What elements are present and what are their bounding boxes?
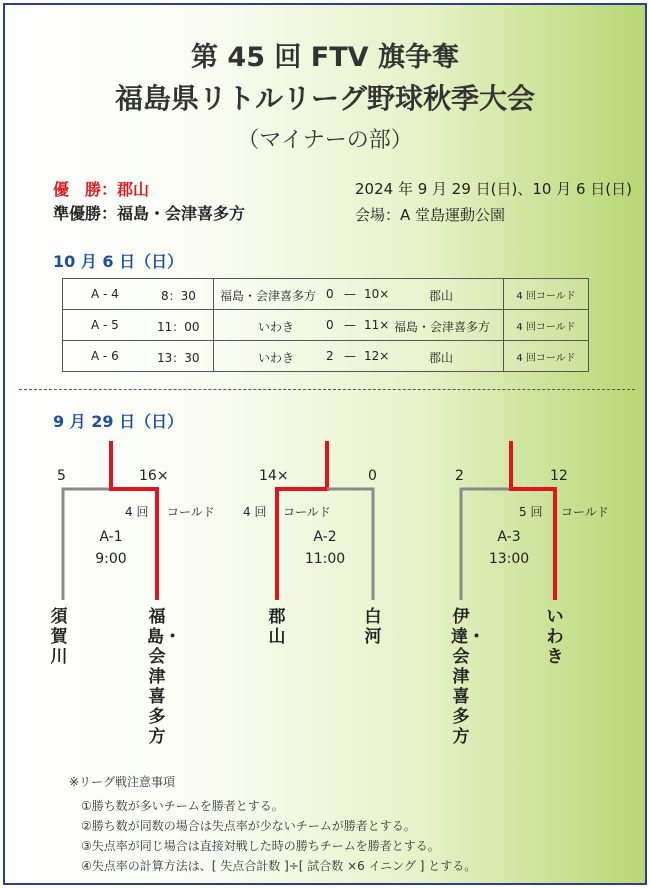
score-2: 10× — [364, 287, 390, 301]
game-time: 13：30 — [157, 351, 200, 365]
a2-time: 11:00 — [304, 551, 346, 567]
bracket-line-iwaki — [511, 441, 555, 600]
team-2: 郡山 — [429, 351, 454, 365]
a1-inning: 4 回 — [125, 505, 149, 519]
team-2: 郡山 — [429, 289, 454, 303]
a2-game-id: A-2 — [313, 529, 337, 545]
a3-team-right: いわき — [546, 607, 564, 667]
a3-time: 13:00 — [488, 551, 530, 567]
game-time: 11：00 — [157, 320, 200, 334]
a2-team-left: 郡山 — [268, 607, 286, 647]
score-dash: — — [344, 318, 356, 332]
notes-item: ④失点率の計算方法は、[ 失点合計数 ]÷[ 試合数 ×6 イニング ] とする。 — [81, 859, 477, 873]
bracket-line-koriyama — [277, 441, 327, 600]
a1-score-left: 5 — [57, 468, 66, 484]
score-dash: — — [344, 349, 356, 363]
a1-called: コールド — [167, 505, 215, 519]
game-note: 4 回コールド — [504, 341, 589, 372]
title-line-3: （マイナーの部） — [237, 128, 413, 153]
a1-team-right: 福島・会津喜多方 — [147, 607, 181, 747]
notes-heading: ※リーグ戦注意事項 — [69, 775, 176, 789]
notes-item: ②勝ち数が同数の場合は失点率が少ないチームが勝者とする。 — [81, 819, 416, 833]
a1-game-id: A-1 — [99, 529, 123, 545]
day1-heading: 9 月 29 日（日） — [53, 412, 184, 431]
team-1: いわき — [258, 351, 295, 365]
game-time: 8：30 — [161, 289, 196, 303]
a2-team-right: 白河 — [364, 607, 382, 647]
runner-up-text: 準優勝：福島・会津喜多方 — [53, 204, 246, 223]
notes-item: ①勝ち数が多いチームを勝者とする。 — [81, 799, 284, 813]
a1-time: 9:00 — [95, 551, 127, 567]
a2-inning: 4 回 — [243, 505, 267, 519]
tournament-poster — [3, 3, 647, 885]
notes-item: ③失点率が同じ場合は直接対戦した時の勝ちチームを勝者とする。 — [81, 839, 440, 853]
score-1: 0 — [326, 318, 334, 332]
venue-text: 会場：A 堂島運動公園 — [355, 206, 506, 224]
score-1: 2 — [326, 349, 334, 363]
score-2: 12× — [364, 349, 390, 363]
score-2: 11× — [364, 318, 390, 332]
a1-score-right: 16× — [139, 468, 169, 484]
a3-score-right: 12 — [550, 468, 568, 484]
game-note: 4 回コールド — [504, 310, 589, 341]
tournament-dates: 2024 年 9 月 29 日(日)、10 月 6 日(日) — [355, 180, 632, 198]
day2-heading: 10 月 6 日（日） — [53, 252, 184, 271]
game-id: A - 4 — [91, 287, 119, 301]
a3-called: コールド — [561, 505, 609, 519]
team-2: 福島・会津喜多方 — [394, 320, 491, 334]
team-1: いわき — [258, 320, 295, 334]
a3-game-id: A-3 — [497, 529, 521, 545]
a2-called: コールド — [283, 505, 331, 519]
game-id: A - 5 — [91, 318, 119, 332]
a3-score-left: 2 — [455, 468, 464, 484]
game-id: A - 6 — [91, 349, 119, 363]
bracket-line-fukushima-aizu — [111, 441, 157, 600]
a3-team-left: 伊達・会津喜多方 — [451, 607, 485, 747]
score-1: 0 — [326, 287, 334, 301]
team-1: 福島・会津喜多方 — [220, 289, 317, 303]
winner-text: 優 勝：郡山 — [53, 180, 150, 199]
bracket-lines — [5, 5, 645, 883]
score-dash: — — [344, 287, 356, 301]
title-line-2: 福島県リトルリーグ野球秋季大会 — [114, 82, 535, 115]
a1-team-left: 須賀川 — [50, 607, 68, 667]
game-note: 4 回コールド — [504, 279, 589, 310]
a2-score-left: 14× — [259, 468, 289, 484]
a3-inning: 5 回 — [519, 505, 543, 519]
title-line-1: 第 45 回 FTV 旗争奪 — [191, 42, 459, 73]
a2-score-right: 0 — [368, 468, 377, 484]
